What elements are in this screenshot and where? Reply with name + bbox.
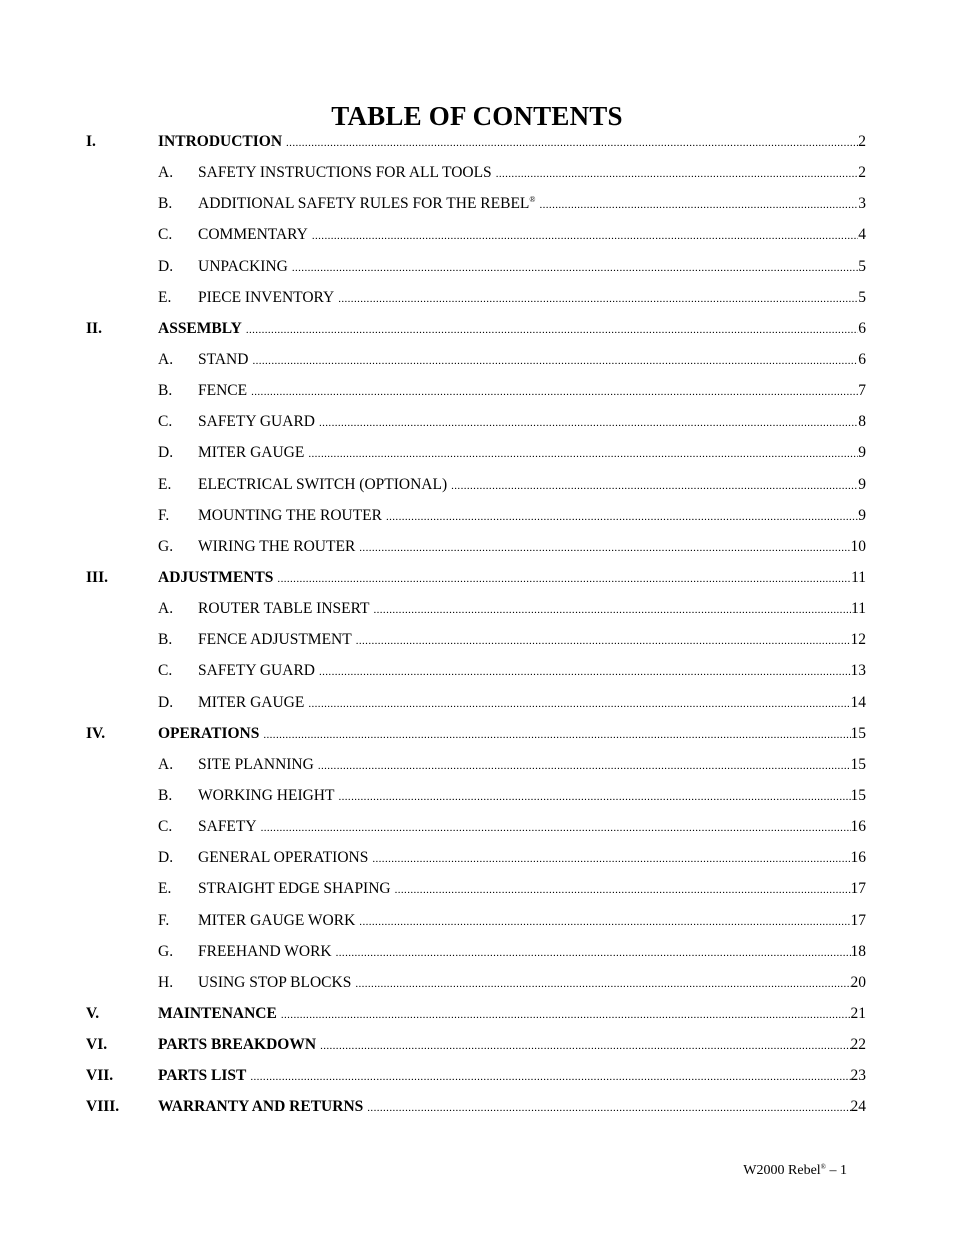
entry-title: [198, 469, 451, 500]
page-number: 21: [850, 1004, 866, 1022]
entry-title-text: PARTS LIST: [158, 1067, 247, 1085]
entry-title-text: USING STOP BLOCKS: [198, 973, 352, 991]
footer-separator: –: [829, 1163, 837, 1178]
entry-title-text: MITER GAUGE: [198, 693, 305, 711]
toc-subsection-row: [0, 437, 954, 468]
entry-title: [158, 562, 277, 593]
page-number: 7: [858, 382, 866, 400]
toc-entry: [198, 157, 866, 190]
page-number: 6: [858, 350, 866, 368]
footer-page-number: 1: [840, 1163, 847, 1178]
dot-leader: [281, 1000, 851, 1031]
section-number: I.: [86, 133, 96, 150]
dot-leader: [356, 626, 851, 657]
toc-entry: [158, 126, 866, 159]
toc-entry: [158, 313, 866, 346]
dot-leader: [250, 1062, 850, 1093]
toc-entry: [198, 624, 866, 657]
dot-leader: [318, 751, 851, 782]
entry-title: [198, 531, 359, 562]
page-number: 3: [858, 195, 866, 213]
dot-leader: [319, 408, 858, 439]
page-number: 2: [858, 164, 866, 182]
toc-subsection-row: [0, 157, 954, 188]
toc-subsection-row: [0, 282, 954, 313]
entry-title: [198, 219, 312, 250]
subsection-letter: E.: [158, 288, 172, 306]
toc-subsection-row: [0, 593, 954, 624]
entry-title: [158, 1029, 320, 1060]
entry-title: [198, 344, 252, 375]
dot-leader: [308, 689, 850, 720]
page-number: 24: [850, 1098, 866, 1116]
page-number: 4: [858, 226, 866, 244]
subsection-letter: F.: [158, 506, 170, 524]
subsection-letter: G.: [158, 537, 174, 555]
entry-title: [198, 967, 355, 998]
section-number: IV.: [86, 724, 106, 742]
dot-leader: [451, 471, 858, 502]
dot-leader: [292, 253, 858, 284]
subsection-letter: B.: [158, 631, 173, 649]
entry-title: [198, 842, 372, 873]
toc-subsection-row: [0, 624, 954, 655]
toc-subsection-row: [0, 219, 954, 250]
toc-entry: [198, 469, 866, 502]
subsection-letter: D.: [158, 444, 174, 462]
toc-entry: [198, 967, 866, 1000]
page-title: TABLE OF CONTENTS: [331, 101, 623, 132]
dot-leader: [261, 813, 851, 844]
entry-title: [198, 282, 338, 313]
entry-title-text: PARTS BREAKDOWN: [158, 1036, 317, 1054]
dot-leader: [286, 128, 858, 159]
toc-entry: [158, 1029, 866, 1062]
entry-title: [158, 1060, 250, 1091]
toc-subsection-row: [0, 749, 954, 780]
entry-title-text: GENERAL OPERATIONS: [198, 849, 369, 867]
subsection-letter: D.: [158, 257, 174, 275]
page-number: 5: [858, 257, 866, 275]
entry-title-text: WIRING THE ROUTER: [198, 537, 356, 555]
dot-leader: [246, 315, 858, 346]
entry-title-text: SITE PLANNING: [198, 755, 314, 773]
entry-title-text: PIECE INVENTORY: [198, 288, 335, 306]
toc-section-row: [0, 313, 954, 344]
dot-leader: [308, 439, 858, 470]
entry-title-text: MITER GAUGE: [198, 444, 305, 462]
toc-entry: [198, 749, 866, 782]
section-number: V.: [86, 1004, 100, 1022]
dot-leader: [277, 564, 851, 595]
page-number: 17: [850, 911, 866, 929]
toc-subsection-row: [0, 905, 954, 936]
entry-title-text: UNPACKING: [198, 257, 288, 275]
registered-mark: ®: [529, 195, 536, 205]
page-number: 22: [850, 1036, 866, 1054]
entry-title-text: WARRANTY AND RETURNS: [158, 1098, 364, 1116]
toc-entry: [198, 188, 866, 221]
entry-title: [158, 1091, 367, 1122]
toc-section-row: [0, 1029, 954, 1060]
toc-entry: [158, 998, 866, 1031]
page-number: 13: [850, 662, 866, 680]
dot-leader: [395, 875, 851, 906]
entry-title: [198, 251, 292, 282]
toc-subsection-row: [0, 500, 954, 531]
toc-entry: [198, 873, 866, 906]
toc-entry: [158, 718, 866, 751]
entry-title: [198, 936, 336, 967]
page-number: 10: [850, 537, 866, 555]
dot-leader: [312, 221, 858, 252]
page-number: 12: [850, 631, 866, 649]
entry-title: [158, 718, 263, 749]
dot-leader: [373, 595, 851, 626]
entry-title-text: ROUTER TABLE INSERT: [198, 600, 370, 618]
entry-title-text: MAINTENANCE: [158, 1004, 277, 1022]
subsection-letter: A.: [158, 755, 174, 773]
toc-entry: [198, 780, 866, 813]
subsection-letter: H.: [158, 973, 174, 991]
toc-entry: [198, 687, 866, 720]
dot-leader: [372, 844, 850, 875]
entry-title: [158, 313, 246, 344]
entry-title-text: ADJUSTMENTS: [158, 568, 274, 586]
dot-leader: [386, 502, 858, 533]
section-number: II.: [86, 319, 102, 337]
page-number: 16: [850, 818, 866, 836]
page-number: 8: [858, 413, 866, 431]
entry-title-text: FENCE: [198, 382, 248, 400]
entry-title: [198, 780, 338, 811]
toc-subsection-row: [0, 936, 954, 967]
toc-section-row: [0, 562, 954, 593]
entry-title-text: FENCE ADJUSTMENT: [198, 631, 352, 649]
toc-entry: [198, 500, 866, 533]
entry-title: [198, 811, 261, 842]
page-footer: [743, 1160, 847, 1182]
entry-title-text: INTRODUCTION: [158, 133, 283, 150]
entry-title-text: ELECTRICAL SWITCH (OPTIONAL): [198, 475, 448, 493]
section-number: VIII.: [86, 1098, 120, 1116]
entry-title: [198, 593, 373, 624]
entry-title: [158, 998, 281, 1029]
subsection-letter: C.: [158, 413, 173, 431]
toc-entry: [158, 1091, 866, 1124]
dot-leader: [338, 782, 850, 813]
toc-section-row: [0, 1060, 954, 1091]
subsection-letter: G.: [158, 942, 174, 960]
entry-title: [198, 687, 308, 718]
page-number: 14: [850, 693, 866, 711]
entry-title-text: COMMENTARY: [198, 226, 308, 244]
dot-leader: [319, 657, 851, 688]
toc-subsection-row: [0, 967, 954, 998]
page-number: 9: [858, 475, 866, 493]
toc-entry: [198, 531, 866, 564]
toc-subsection-row: [0, 251, 954, 282]
entry-title-text: STRAIGHT EDGE SHAPING: [198, 880, 391, 898]
toc-section-row: [0, 718, 954, 749]
toc-entry: [198, 593, 866, 626]
toc-section-row: [0, 998, 954, 1029]
dot-leader: [336, 938, 851, 969]
subsection-letter: C.: [158, 818, 173, 836]
dot-leader: [251, 377, 858, 408]
entry-title-text: SAFETY GUARD: [198, 413, 315, 431]
page-number: 2: [858, 133, 866, 150]
entry-title: [198, 188, 539, 219]
section-number: III.: [86, 568, 108, 586]
subsection-letter: A.: [158, 350, 174, 368]
dot-leader: [252, 346, 858, 377]
toc-entry: [158, 1060, 866, 1093]
subsection-letter: B.: [158, 786, 173, 804]
toc-subsection-row: [0, 375, 954, 406]
toc-subsection-row: [0, 188, 954, 219]
page-number: 20: [850, 973, 866, 991]
toc-entry: [198, 282, 866, 315]
subsection-letter: D.: [158, 849, 174, 867]
entry-title: [198, 749, 318, 780]
entry-title-text: MOUNTING THE ROUTER: [198, 506, 382, 524]
subsection-letter: B.: [158, 195, 173, 213]
entry-title-text: ADDITIONAL SAFETY RULES FOR THE REBEL: [198, 195, 530, 213]
toc-entry: [198, 655, 866, 688]
section-number: VI.: [86, 1036, 108, 1054]
entry-title: [158, 126, 286, 157]
subsection-letter: F.: [158, 911, 170, 929]
dot-leader: [496, 159, 859, 190]
subsection-letter: E.: [158, 475, 172, 493]
subsection-letter: A.: [158, 600, 174, 618]
entry-title: [198, 873, 395, 904]
page-number: 9: [858, 506, 866, 524]
toc-subsection-row: [0, 687, 954, 718]
page-number: 15: [850, 786, 866, 804]
entry-title: [198, 655, 319, 686]
page-number: 15: [850, 724, 866, 742]
page-number: 23: [850, 1067, 866, 1085]
entry-title-text: SAFETY INSTRUCTIONS FOR ALL TOOLS: [198, 164, 492, 182]
subsection-letter: C.: [158, 226, 173, 244]
toc-entry: [158, 562, 866, 595]
footer-product: W2000 Rebel: [743, 1163, 821, 1178]
toc-entry: [198, 406, 866, 439]
dot-leader: [355, 969, 850, 1000]
page-number: 11: [851, 600, 866, 618]
page-number: 17: [850, 880, 866, 898]
toc-entry: [198, 251, 866, 284]
toc-section-row: [0, 1091, 954, 1122]
dot-leader: [263, 720, 850, 751]
subsection-letter: D.: [158, 693, 174, 711]
toc-subsection-row: [0, 469, 954, 500]
toc-entry: [198, 437, 866, 470]
page-number: 15: [850, 755, 866, 773]
toc-section-row: [0, 126, 954, 157]
subsection-letter: C.: [158, 662, 173, 680]
entry-title-text: ASSEMBLY: [158, 319, 242, 337]
toc-entry: [198, 936, 866, 969]
table-of-contents: [0, 126, 954, 1123]
entry-title: [198, 624, 356, 655]
dot-leader: [539, 190, 858, 221]
entry-title: [198, 905, 359, 936]
entry-title-text: OPERATIONS: [158, 724, 260, 742]
entry-title: [198, 500, 386, 531]
toc-entry: [198, 375, 866, 408]
toc-subsection-row: [0, 780, 954, 811]
toc-entry: [198, 842, 866, 875]
dot-leader: [359, 907, 850, 938]
toc-subsection-row: [0, 842, 954, 873]
toc-subsection-row: [0, 873, 954, 904]
page-number: 18: [850, 942, 866, 960]
page-number: 5: [858, 288, 866, 306]
entry-title-text: MITER GAUGE WORK: [198, 911, 356, 929]
toc-entry: [198, 344, 866, 377]
toc-subsection-row: [0, 811, 954, 842]
toc-subsection-row: [0, 655, 954, 686]
subsection-letter: A.: [158, 164, 174, 182]
entry-title-text: FREEHAND WORK: [198, 942, 332, 960]
entry-title: [198, 437, 308, 468]
entry-title-text: WORKING HEIGHT: [198, 786, 335, 804]
entry-title-text: SAFETY GUARD: [198, 662, 315, 680]
page-number: 11: [851, 568, 866, 586]
entry-title: [198, 375, 251, 406]
dot-leader: [320, 1031, 850, 1062]
page-number: 9: [858, 444, 866, 462]
entry-title-text: SAFETY: [198, 818, 257, 836]
dot-leader: [367, 1093, 850, 1124]
toc-subsection-row: [0, 531, 954, 562]
entry-title-text: STAND: [198, 350, 249, 368]
page-number: 16: [850, 849, 866, 867]
dot-leader: [359, 533, 850, 564]
dot-leader: [338, 284, 858, 315]
page-number: 6: [858, 319, 866, 337]
section-number: VII.: [86, 1067, 114, 1085]
subsection-letter: B.: [158, 382, 173, 400]
toc-entry: [198, 811, 866, 844]
registered-mark: ®: [820, 1163, 826, 1171]
toc-subsection-row: [0, 344, 954, 375]
entry-title: [198, 406, 319, 437]
subsection-letter: E.: [158, 880, 172, 898]
toc-entry: [198, 219, 866, 252]
toc-entry: [198, 905, 866, 938]
entry-title: [198, 157, 496, 188]
toc-subsection-row: [0, 406, 954, 437]
